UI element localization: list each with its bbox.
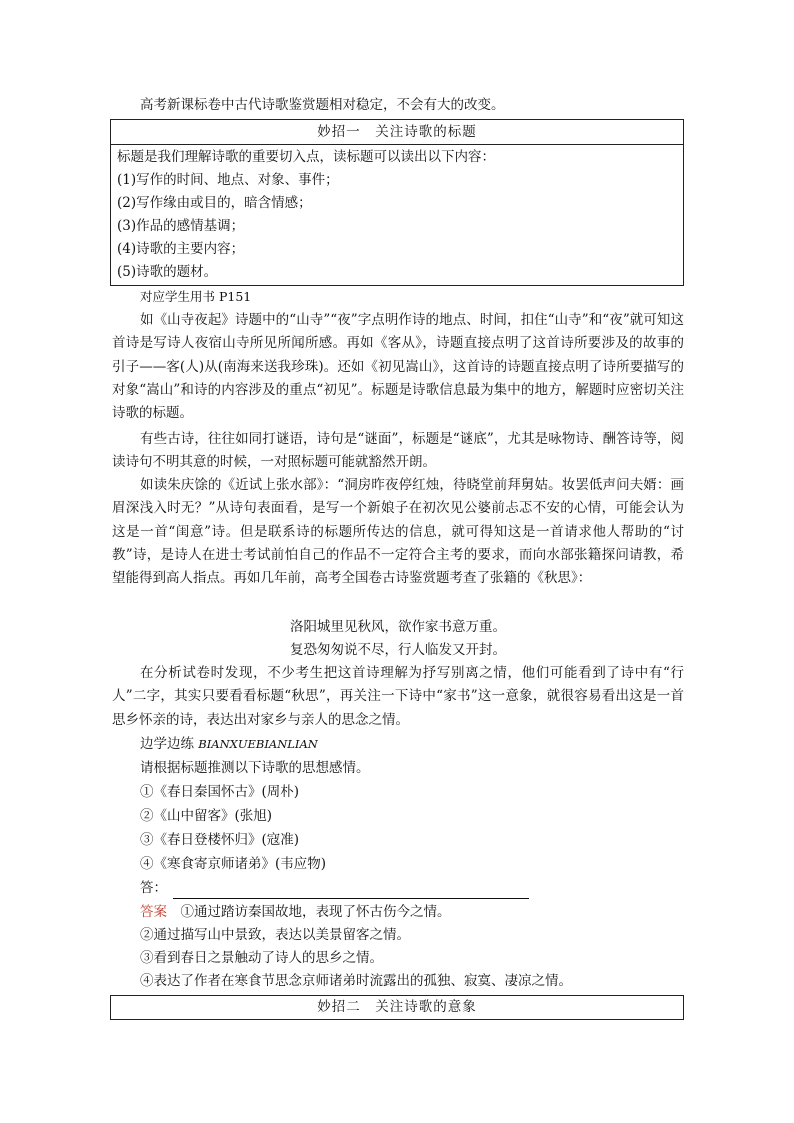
answer-blank [173,882,529,899]
tip-box-2 [110,995,684,1020]
practice-item: ④《寒食寄京师诸弟》(韦应物) [140,856,327,872]
tip-box-1 [110,119,684,286]
answer-text: ①通过踏访秦国故地，表现了怀古伤今之情。 [180,904,451,920]
practice-label: 边学边练 [140,736,194,752]
tip-box-1-line: 标题是我们理解诗歌的重要切入点，读标题可以读出以下内容： [117,149,495,165]
answer-line [140,901,451,923]
tip-box-2-title: 妙招二 关注诗歌的意象 [317,999,477,1015]
practice-item: ③《春日登楼怀归》(寇准) [140,832,300,848]
tip-box-1-line: (1)写作的时间、地点、对象、事件； [117,172,339,188]
answer-line: ④表达了作者在寒食节思念京师诸弟时流露出的孤独、寂寞、凄凉之情。 [140,973,572,989]
paragraph-zhu-qingyu: 如读朱庆馀的《近试上张水部》：“洞房昨夜停红烛，待晓堂前拜舅姑。妆罢低声问夫婿：画眉深浅入时无？”从诗句表面看，是写一个新娘子在初次见公婆前忐忑不安的心情，可能会认为这是一首“闺意”诗。但是联系诗的标题所传达的信息，就可得知这是一首请求他人帮助的“讨教”诗，是诗人在进士考试前怕自己的作品不一定符合主考的要求，而向水部张籍探问请教，希望能得到高人指点。再如几年前，高考全国卷古诗鉴赏题考查了张籍的《秋思》： [112,477,684,587]
practice-item: ②《山中留客》(张旭) [140,808,273,824]
paragraph-riddle: 有些古诗，往往如同打谜语，诗句是“谜面”，标题是“谜底”，尤其是咏物诗、酬答诗等，阅读诗句不明其意的时候，一对照标题可能就豁然开朗。 [112,431,684,471]
paragraph-analysis: 在分析试卷时发现，不少考生把这首诗理解为抒写别离之情，他们可能看到了诗中有“行人”二字，其实只要看看标题“秋思”，再关注一下诗中“家书”这一意象，就很容易看出这是一首思乡怀亲的诗，表达出对家乡与亲人的思念之情。 [112,665,684,728]
answer-label: 答案 [140,904,167,920]
answer-line: ②通过描写山中景致，表达以美景留客之情。 [140,927,410,943]
practice-item: ①《春日秦国怀古》(周朴) [140,784,300,800]
answer-prompt: 答： [140,880,167,896]
practice-heading [140,733,318,755]
tip-box-1-line: (5)诗歌的题材。 [117,264,218,280]
practice-pinyin: BIANXUEBIANLIAN [198,737,318,751]
tip-box-1-line: (4)诗歌的主要内容； [117,241,245,257]
answer-line: ③看到春日之景触动了诗人的思乡之情。 [140,950,383,966]
paragraph-title-examples: 如《山寺夜起》诗题中的“山寺”“夜”字点明作诗的地点、时间，扣住“山寺”和“夜”就可知这首诗是写诗人夜宿山寺所见所闻所感。再如《客从》，诗题直接点明了这首诗所要涉及的故事的引子——客(人)从(南海来送我珍珠)。还如《初见嵩山》，这首诗的诗题直接点明了诗所要描写的对象“嵩山”和诗的内容涉及的重点“初见”。标题是诗歌信息最为集中的地方，解题时应密切关注诗歌的标题。 [112,312,684,422]
student-book-reference: 对应学生用书 P151 [140,289,252,304]
poem-line: 洛阳城里见秋风，欲作家书意万重。 [290,619,506,635]
tip-box-1-line: (3)作品的感情基调； [117,218,245,234]
intro-line: 高考新课标卷中古代诗歌鉴赏题相对稳定，不会有大的改变。 [140,97,505,113]
answer-prompt-line [140,877,529,899]
practice-question: 请根据标题推测以下诗歌的思想感情。 [140,760,370,776]
tip-box-1-line: (2)写作缘由或目的，暗含情感； [117,195,312,211]
tip-box-1-title: 妙招一 关注诗歌的标题 [111,120,683,145]
poem-line: 复恐匆匆说不尽，行人临发又开封。 [290,642,506,658]
